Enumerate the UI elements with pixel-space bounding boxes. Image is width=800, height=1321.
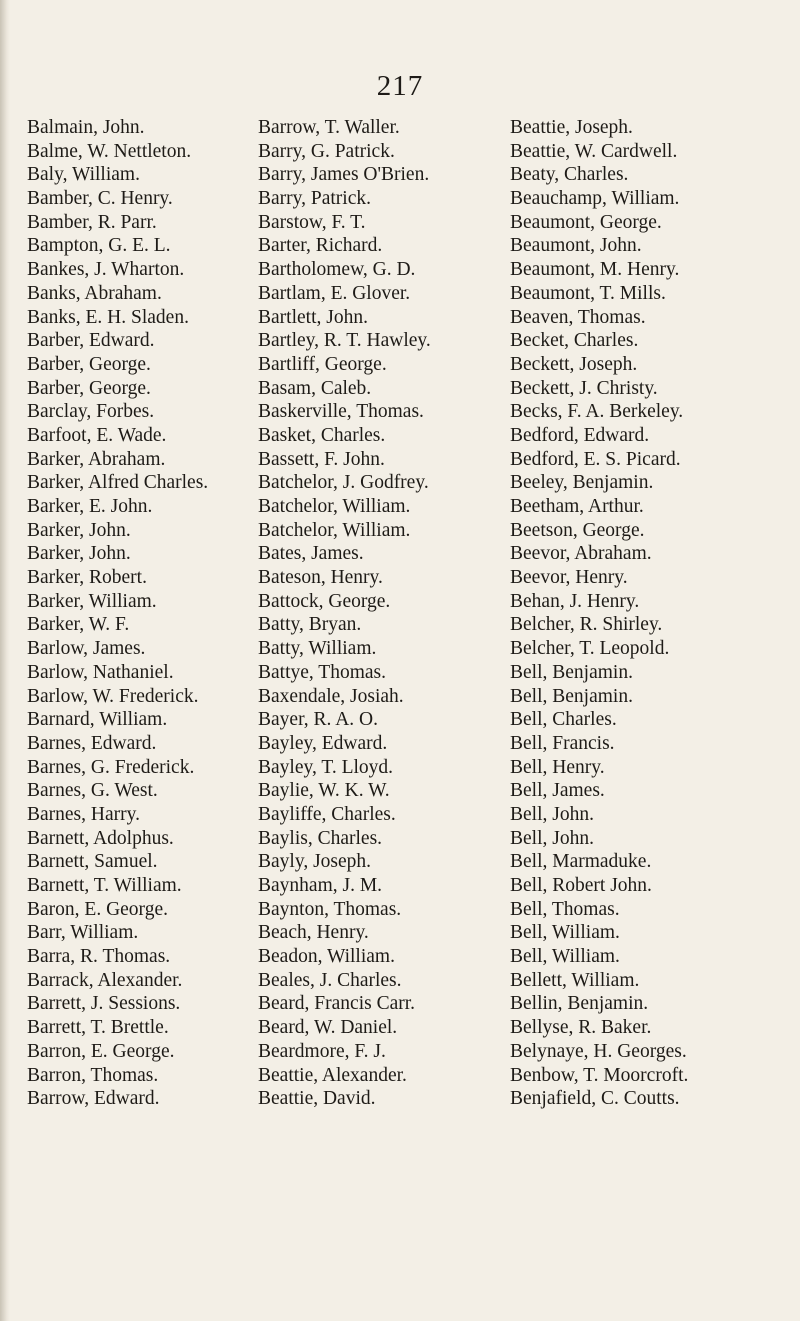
name-entry: Behan, J. Henry. bbox=[510, 590, 640, 612]
name-entry: Bartliff, George. bbox=[258, 353, 387, 375]
name-entry: Bell, William. bbox=[510, 922, 620, 944]
name-entry: Barstow, F. T. bbox=[258, 211, 366, 233]
name-entry: Bell, John. bbox=[510, 803, 594, 825]
name-entry: Battock, George. bbox=[258, 590, 391, 612]
name-entry: Banks, Abraham. bbox=[27, 282, 162, 304]
name-entry: Beaumont, George. bbox=[510, 211, 662, 233]
name-entry: Bell, John. bbox=[510, 827, 594, 849]
name-entry: Beckett, Joseph. bbox=[510, 353, 638, 375]
name-entry: Baron, E. George. bbox=[27, 898, 168, 920]
name-entry: Batchelor, William. bbox=[258, 496, 411, 517]
name-entry: Barr, William. bbox=[27, 922, 139, 944]
name-entry: Bayly, Joseph. bbox=[258, 851, 372, 873]
name-entry: Battye, Thomas. bbox=[258, 661, 386, 683]
name-entry: Bell, Benjamin. bbox=[510, 685, 633, 707]
name-entry: Barber, George. bbox=[27, 377, 151, 399]
name-entry: Bell, Robert John. bbox=[510, 875, 652, 896]
name-entry: Bellett, William. bbox=[510, 969, 640, 991]
name-entry: Bampton, G. E. L. bbox=[27, 235, 171, 257]
name-entry: Barker, W. F. bbox=[27, 614, 130, 636]
name-entry: Beaty, Charles. bbox=[510, 164, 629, 186]
name-entry: Benjafield, C. Coutts. bbox=[510, 1088, 680, 1110]
name-entry: Barry, G. Patrick. bbox=[258, 140, 395, 162]
name-entry: Belcher, R. Shirley. bbox=[510, 614, 663, 636]
name-entry: Batchelor, William. bbox=[258, 519, 411, 541]
name-entry: Barker, John. bbox=[27, 519, 131, 541]
name-entry: Barker, Alfred Charles. bbox=[27, 472, 209, 494]
name-entry: Bayley, Edward. bbox=[258, 732, 388, 754]
name-entry: Barker, Abraham. bbox=[27, 448, 166, 470]
name-entry: Bellin, Benjamin. bbox=[510, 993, 649, 1015]
name-entry: Bankes, J. Wharton. bbox=[27, 259, 185, 281]
name-entry: Barron, Thomas. bbox=[27, 1064, 159, 1086]
name-entry: Bedford, Edward. bbox=[510, 424, 650, 446]
name-entry: Bayley, T. Lloyd. bbox=[258, 756, 394, 778]
name-entry: Bassett, F. John. bbox=[258, 448, 385, 470]
name-entry: Barrack, Alexander. bbox=[27, 969, 183, 991]
name-entry: Barnett, T. William. bbox=[27, 875, 182, 896]
name-entry: Becket, Charles. bbox=[510, 330, 639, 352]
name-entry: Beevor, Henry. bbox=[510, 567, 628, 589]
name-entry: Beauchamp, William. bbox=[510, 188, 680, 210]
name-entry: Bayer, R. A. O. bbox=[258, 709, 378, 731]
name-entry: Barrow, Edward. bbox=[27, 1088, 160, 1110]
name-entry: Bell, Thomas. bbox=[510, 898, 620, 920]
name-entry: Barnes, G. West. bbox=[27, 780, 158, 802]
name-entry: Barron, E. George. bbox=[27, 1040, 175, 1062]
name-entry: Bates, James. bbox=[258, 543, 364, 565]
name-entry: Baly, William. bbox=[27, 164, 140, 186]
name-entry: Bayliffe, Charles. bbox=[258, 803, 396, 825]
name-entry: Bartlam, E. Glover. bbox=[258, 282, 411, 304]
name-entry: Beaumont, T. Mills. bbox=[510, 282, 666, 304]
name-entry: Barrett, J. Sessions. bbox=[27, 993, 181, 1015]
name-entry: Baylie, W. K. W. bbox=[258, 780, 390, 802]
name-entry: Barrow, T. Waller. bbox=[258, 117, 400, 138]
name-entry: Bartlett, John. bbox=[258, 306, 368, 328]
name-entry: Barnett, Adolphus. bbox=[27, 827, 174, 849]
name-entry: Beckett, J. Christy. bbox=[510, 377, 658, 399]
name-entry: Bell, Benjamin. bbox=[510, 661, 633, 683]
page-number: 217 bbox=[376, 70, 424, 102]
name-entry: Barlow, W. Frederick. bbox=[27, 685, 199, 707]
name-column-3 bbox=[510, 116, 688, 1111]
name-column-1 bbox=[27, 116, 208, 1111]
name-entry: Becks, F. A. Berkeley. bbox=[510, 401, 684, 423]
name-entry: Barker, William. bbox=[27, 590, 157, 612]
name-entry: Bell, William. bbox=[510, 946, 620, 968]
name-entry: Barker, John. bbox=[27, 543, 131, 565]
name-entry: Barnard, William. bbox=[27, 709, 168, 731]
name-entry: Barnes, Harry. bbox=[27, 803, 140, 825]
name-entry: Barrett, T. Brettle. bbox=[27, 1017, 169, 1039]
name-entry: Barlow, Nathaniel. bbox=[27, 661, 174, 683]
name-entry: Baskerville, Thomas. bbox=[258, 401, 424, 423]
name-entry: Barber, George. bbox=[27, 353, 151, 375]
name-entry: Baynton, Thomas. bbox=[258, 898, 402, 920]
name-entry: Balmain, John. bbox=[27, 117, 145, 138]
name-entry: Baynham, J. M. bbox=[258, 875, 383, 896]
name-entry: Batchelor, J. Godfrey. bbox=[258, 472, 429, 494]
name-entry: Bellyse, R. Baker. bbox=[510, 1017, 652, 1039]
name-entry: Belynaye, H. Georges. bbox=[510, 1040, 687, 1062]
name-entry: Benbow, T. Moorcroft. bbox=[510, 1064, 689, 1086]
name-column-2 bbox=[258, 116, 431, 1111]
name-entry: Batty, William. bbox=[258, 638, 377, 660]
name-entry: Bell, Henry. bbox=[510, 756, 605, 778]
name-entry: Batty, Bryan. bbox=[258, 614, 362, 636]
name-entry: Bell, Charles. bbox=[510, 709, 617, 731]
name-entry: Bedford, E. S. Picard. bbox=[510, 448, 681, 470]
name-entry: Beattie, Joseph. bbox=[510, 117, 633, 138]
name-entry: Barlow, James. bbox=[27, 638, 146, 660]
name-entry: Banks, E. H. Sladen. bbox=[27, 306, 189, 328]
name-entry: Baxendale, Josiah. bbox=[258, 685, 404, 707]
name-entry: Barfoot, E. Wade. bbox=[27, 424, 167, 446]
name-entry: Beetham, Arthur. bbox=[510, 496, 644, 517]
name-entry: Barry, Patrick. bbox=[258, 188, 371, 210]
name-entry: Beattie, Alexander. bbox=[258, 1064, 407, 1086]
name-entry: Barnes, Edward. bbox=[27, 732, 157, 754]
name-entry: Bell, Marmaduke. bbox=[510, 851, 652, 873]
name-entry: Barnes, G. Frederick. bbox=[27, 756, 195, 778]
name-entry: Barnett, Samuel. bbox=[27, 851, 158, 873]
name-entry: Bell, James. bbox=[510, 780, 605, 802]
name-entry: Bartley, R. T. Hawley. bbox=[258, 330, 431, 352]
page-binding-edge bbox=[0, 0, 10, 1321]
name-entry: Basam, Caleb. bbox=[258, 377, 372, 399]
name-entry: Basket, Charles. bbox=[258, 424, 386, 446]
name-entry: Bamber, R. Parr. bbox=[27, 211, 157, 233]
name-entry: Bell, Francis. bbox=[510, 732, 615, 754]
name-entry: Barry, James O'Brien. bbox=[258, 164, 430, 186]
name-entry: Beaven, Thomas. bbox=[510, 306, 646, 328]
name-entry: Beadon, William. bbox=[258, 946, 395, 968]
name-entry: Barclay, Forbes. bbox=[27, 401, 155, 423]
name-entry: Barra, R. Thomas. bbox=[27, 946, 171, 968]
name-entry: Bartholomew, G. D. bbox=[258, 259, 416, 281]
name-entry: Beeley, Benjamin. bbox=[510, 472, 654, 494]
name-entry: Beevor, Abraham. bbox=[510, 543, 652, 565]
name-entry: Beaumont, John. bbox=[510, 235, 642, 257]
name-entry: Beattie, W. Cardwell. bbox=[510, 140, 678, 162]
name-entry: Bateson, Henry. bbox=[258, 567, 383, 589]
name-entry: Beales, J. Charles. bbox=[258, 969, 402, 991]
name-entry: Beardmore, F. J. bbox=[258, 1040, 386, 1062]
name-entry: Barter, Richard. bbox=[258, 235, 383, 257]
name-entry: Beetson, George. bbox=[510, 519, 645, 541]
name-entry: Bamber, C. Henry. bbox=[27, 188, 173, 210]
name-entry: Beaumont, M. Henry. bbox=[510, 259, 680, 281]
name-entry: Barker, Robert. bbox=[27, 567, 147, 589]
name-entry: Beard, W. Daniel. bbox=[258, 1017, 398, 1039]
name-entry: Baylis, Charles. bbox=[258, 827, 383, 849]
name-entry: Balme, W. Nettleton. bbox=[27, 140, 192, 162]
name-entry: Beard, Francis Carr. bbox=[258, 993, 416, 1015]
name-entry: Barber, Edward. bbox=[27, 330, 155, 352]
name-entry: Barker, E. John. bbox=[27, 496, 153, 517]
name-entry: Belcher, T. Leopold. bbox=[510, 638, 670, 660]
name-entry: Beach, Henry. bbox=[258, 922, 369, 944]
name-entry: Beattie, David. bbox=[258, 1088, 376, 1110]
